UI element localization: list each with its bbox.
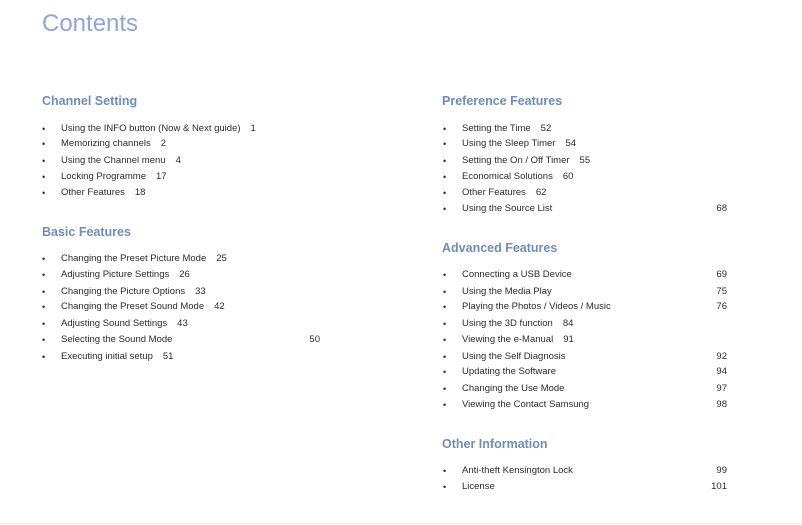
entry-page: 51	[162, 351, 174, 362]
entry-page: 94	[716, 366, 727, 377]
section-title-channel-setting: Channel Setting	[42, 94, 138, 108]
entry-label: Setting the Time	[462, 123, 531, 134]
toc-entry[interactable]	[443, 201, 728, 217]
entry-page: 17	[156, 171, 167, 182]
toc-entry[interactable]	[443, 381, 728, 397]
entry-page: 33	[195, 286, 206, 297]
bullet-icon: •	[42, 172, 46, 182]
toc-entry[interactable]	[443, 349, 728, 365]
entry-label: Viewing the e-Manual	[462, 334, 554, 345]
bullet-icon: •	[443, 367, 447, 377]
entry-page: 68	[716, 203, 727, 214]
entry-page: 69	[716, 269, 727, 280]
bullet-icon: •	[42, 188, 46, 198]
entry-label: Viewing the Contact Samsung	[462, 399, 590, 410]
entry-label: Using the Sleep Timer	[462, 138, 556, 149]
entry-page: 25	[216, 253, 227, 264]
entry-label: Changing the Picture Options	[61, 286, 186, 297]
bullet-icon: •	[443, 204, 447, 214]
toc-entry[interactable]	[443, 364, 728, 380]
bullet-icon: •	[443, 319, 447, 329]
bullet-icon: •	[443, 172, 447, 182]
entry-page: 50	[309, 334, 320, 345]
entry-label: Changing the Use Mode	[462, 383, 565, 394]
section-title-advanced-features: Advanced Features	[442, 241, 558, 255]
entry-page: 99	[716, 465, 727, 476]
entry-label: Changing the Preset Sound Mode	[61, 301, 205, 312]
entry-page: 42	[214, 301, 225, 312]
bullet-icon: •	[42, 139, 46, 149]
toc-entry[interactable]	[443, 267, 728, 283]
bullet-icon: •	[443, 400, 447, 410]
entry-label: Locking Programme	[61, 171, 147, 182]
entry-label: Economical Solutions	[462, 171, 553, 182]
bullet-icon: •	[42, 270, 46, 280]
bullet-icon: •	[443, 287, 447, 297]
entry-page: 55	[579, 155, 591, 166]
entry-page: 2	[160, 138, 167, 149]
bullet-icon: •	[42, 352, 46, 362]
bullet-icon: •	[42, 319, 46, 329]
entry-label: Adjusting Sound Settings	[61, 318, 168, 329]
entry-page: 91	[563, 334, 574, 345]
entry-label: Selecting the Sound Mode	[61, 334, 173, 345]
entry-page: 1	[250, 123, 256, 134]
entry-label: Using the 3D function	[462, 318, 553, 329]
entry-page: 4	[175, 155, 181, 166]
bullet-icon: •	[42, 335, 46, 345]
entry-page: 97	[716, 383, 727, 394]
bullet-icon: •	[443, 384, 447, 394]
entry-label: Using the Self Diagnosis	[462, 351, 566, 362]
toc-entry[interactable]	[443, 479, 728, 495]
entry-label: Other Features	[61, 187, 125, 198]
entry-page: 75	[716, 286, 727, 297]
bottom-divider	[0, 523, 802, 524]
entry-label: Anti-theft Kensington Lock	[462, 465, 573, 476]
entry-page: 43	[177, 318, 188, 329]
toc-entry[interactable]	[443, 397, 728, 413]
entry-page: 62	[535, 187, 547, 198]
page-title: Contents	[42, 10, 139, 37]
entry-page: 84	[562, 318, 574, 329]
bullet-icon: •	[443, 482, 447, 492]
entry-page: 98	[716, 399, 727, 410]
entry-label: Executing initial setup	[61, 351, 153, 362]
entry-label: Adjusting Picture Settings	[61, 269, 170, 280]
section-title-basic-features: Basic Features	[42, 225, 131, 239]
bullet-icon: •	[443, 124, 447, 134]
entry-page: 54	[565, 138, 577, 149]
entry-page: 26	[179, 269, 190, 280]
toc-entry[interactable]	[443, 299, 728, 315]
entry-page: 101	[711, 481, 727, 492]
entry-page: 18	[134, 187, 146, 198]
entry-page: 92	[716, 351, 727, 362]
toc-entry[interactable]	[443, 463, 728, 479]
entry-label: Connecting a USB Device	[462, 269, 572, 280]
entry-label: License	[462, 481, 495, 492]
bullet-icon: •	[443, 335, 447, 345]
entry-label: Setting the On / Off Timer	[462, 155, 570, 166]
bullet-icon: •	[443, 156, 447, 166]
section-title-other-information: Other Information	[442, 437, 548, 451]
entry-label: Memorizing channels	[61, 138, 151, 149]
section-title-preference-features: Preference Features	[442, 94, 563, 108]
entry-page: 52	[540, 123, 552, 134]
bullet-icon: •	[42, 302, 46, 312]
bullet-icon: •	[443, 302, 447, 312]
entry-label: Other Features	[462, 187, 526, 198]
bullet-icon: •	[42, 124, 46, 134]
bullet-icon: •	[42, 156, 46, 166]
entry-label: Using the Channel menu	[61, 155, 166, 166]
bullet-icon: •	[42, 254, 46, 264]
entry-page: 60	[562, 171, 574, 182]
bullet-icon: •	[443, 188, 447, 198]
entry-label: Using the INFO button (Now & Next guide)	[61, 123, 241, 134]
entry-page: 76	[716, 301, 727, 312]
entry-label: Updating the Software	[462, 366, 557, 377]
bullet-icon: •	[443, 352, 447, 362]
toc-entry[interactable]	[443, 284, 728, 300]
entry-label: Using the Source List	[462, 203, 553, 214]
bullet-icon: •	[42, 287, 46, 297]
bullet-icon: •	[443, 139, 447, 149]
bullet-icon: •	[443, 466, 447, 476]
entry-label: Changing the Preset Picture Mode	[61, 253, 207, 264]
entry-label: Using the Media Play	[462, 286, 552, 297]
toc-entry[interactable]	[42, 332, 332, 348]
bullet-icon: •	[443, 270, 447, 280]
entry-label: Playing the Photos / Videos / Music	[462, 301, 611, 312]
